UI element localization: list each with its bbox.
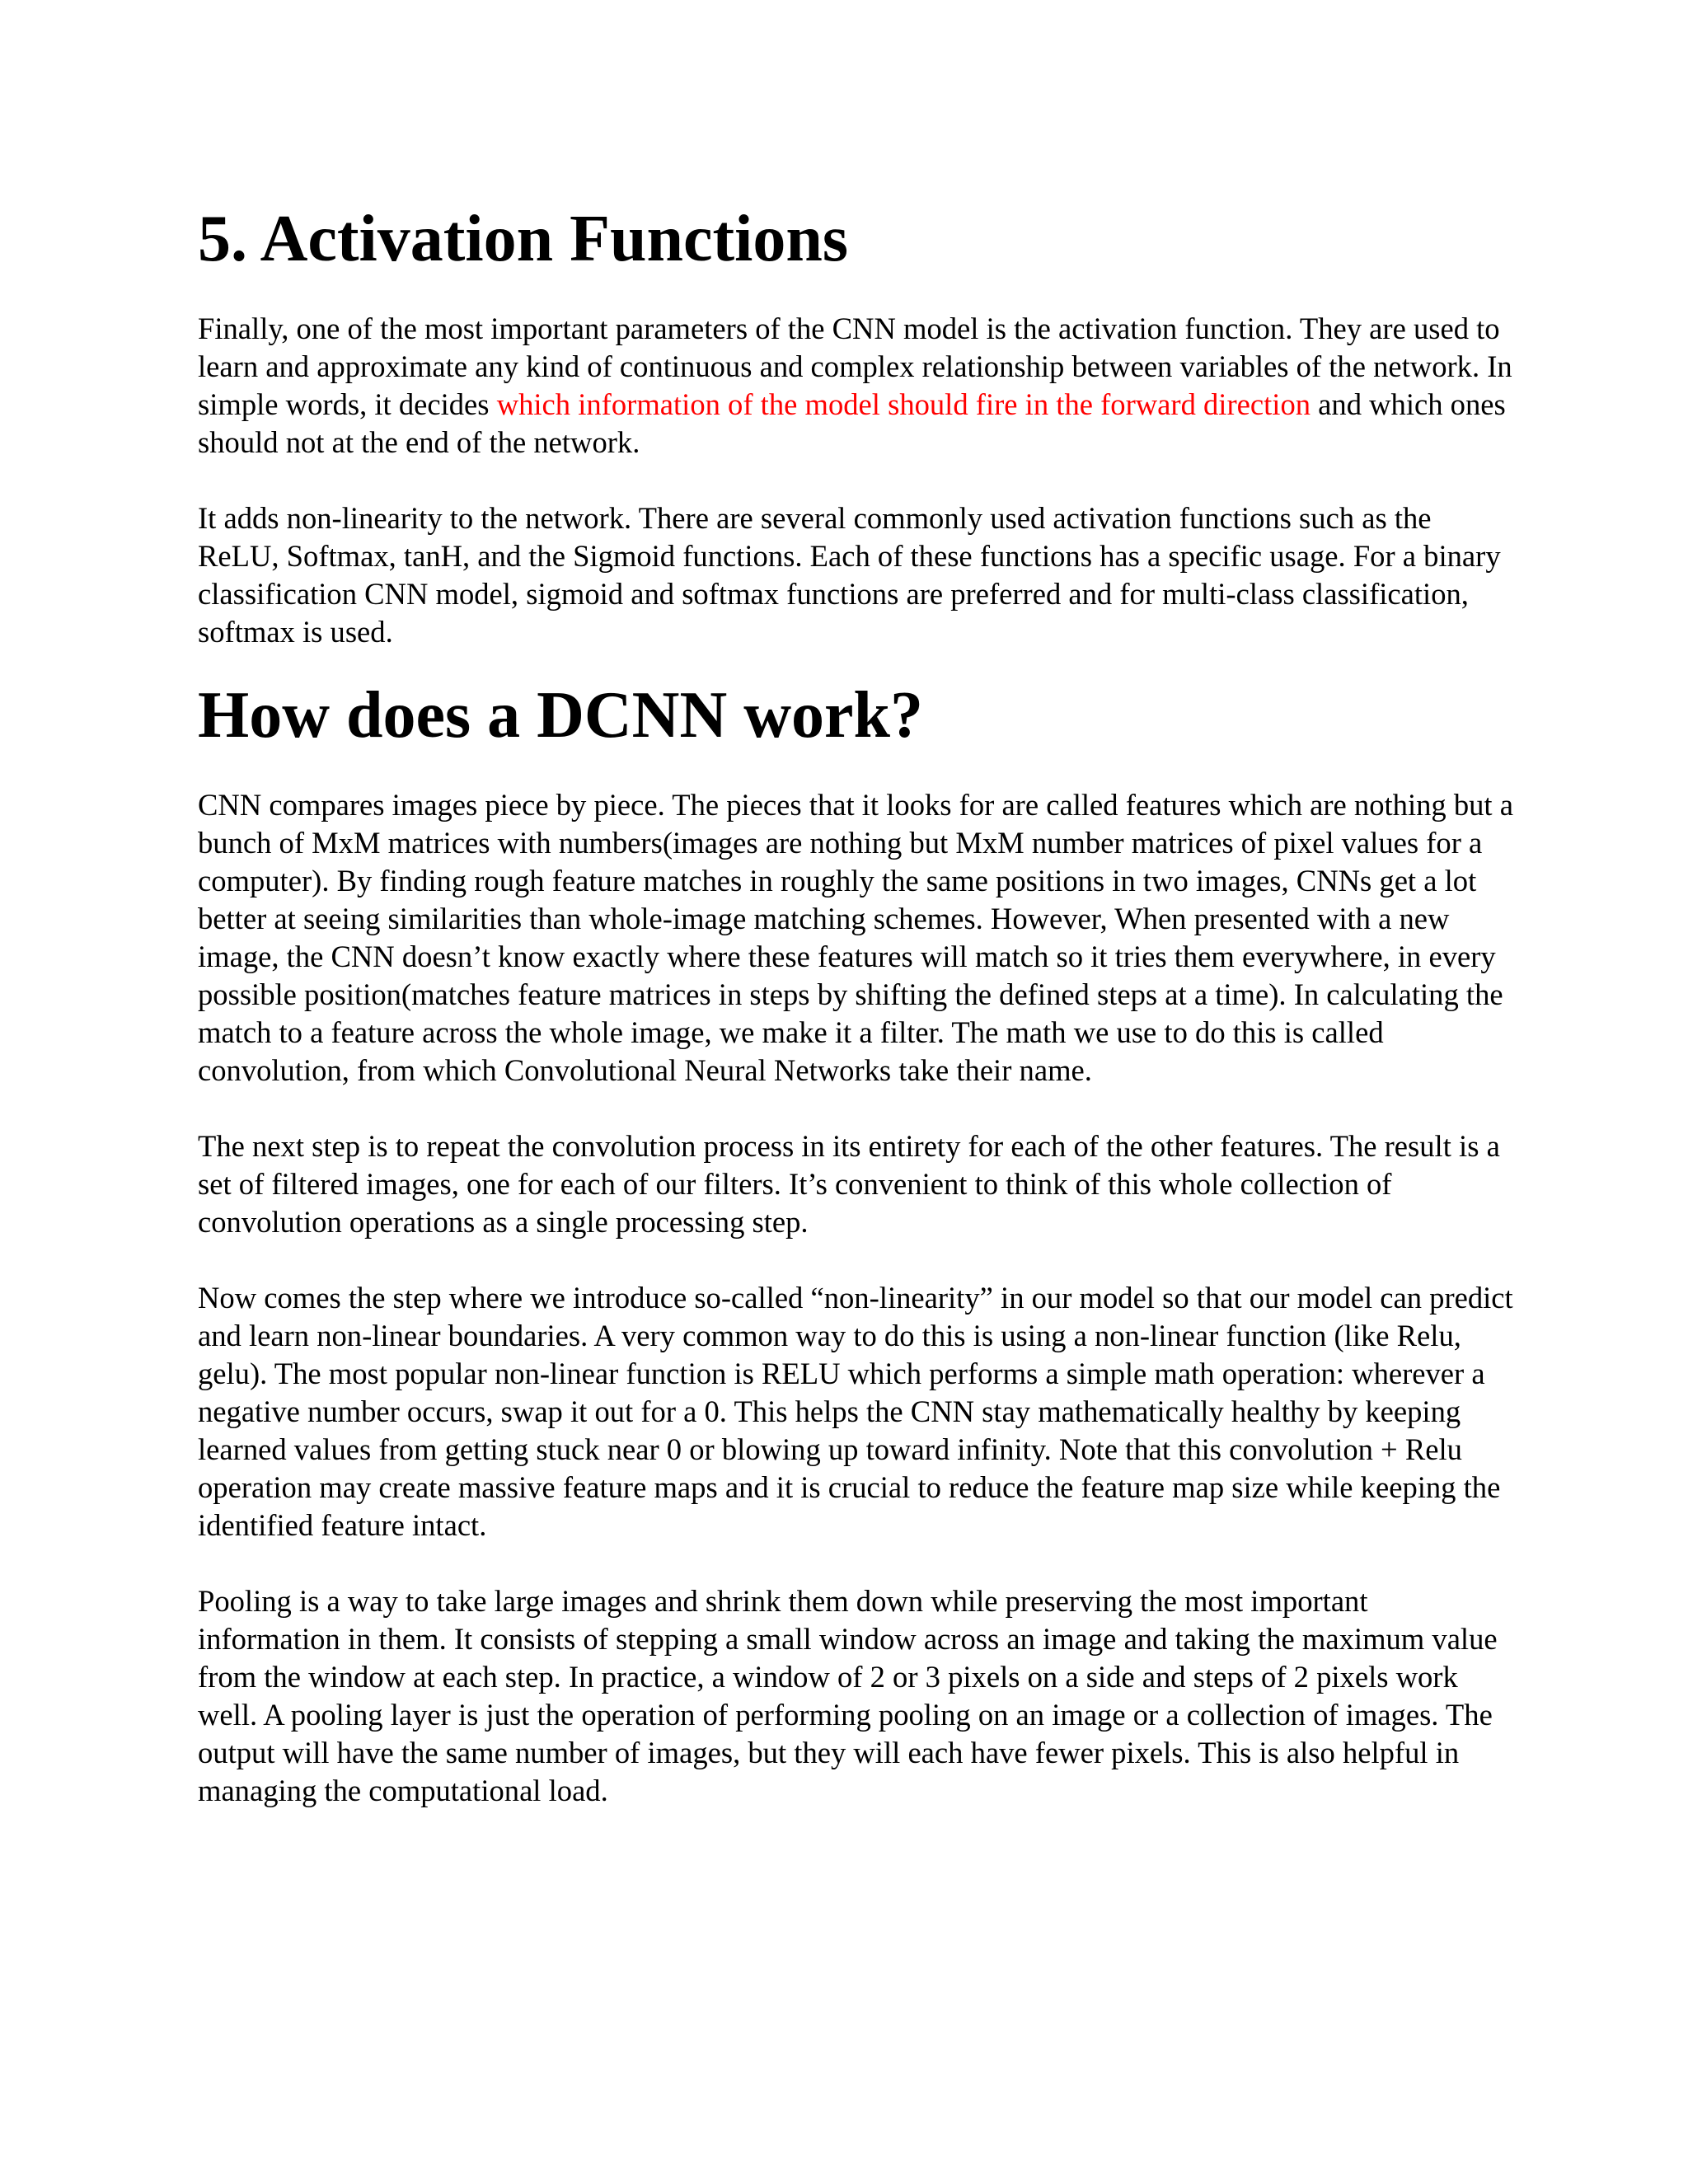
paragraph-activation-intro <box>198 310 1517 462</box>
highlighted-text: which information of the model should fire in the forward direction <box>496 387 1311 421</box>
paragraph-dcnn-nonlinearity: Now comes the step where we introduce so-called “non-linearity” in our model so that our model can predict and learn non-linear boundaries. A very common way to do this is using a non-linear function (like Relu, gelu). The most popular non-linear function is RELU which performs a simple math operation: wherever a negative number occurs, swap it out for a 0. This helps the CNN stay mathematically healthy by keeping learned values from getting stuck near 0 or blowing up toward infinity. Note that this convolution + Relu operation may create massive feature maps and it is crucial to reduce the feature map size while keeping the identified feature intact. <box>198 1281 1513 1542</box>
paragraph-text: and which ones should not at the end of the network. <box>198 387 1506 459</box>
paragraph-dcnn-pooling: Pooling is a way to take large images and shrink them down while preserving the most important information in them. It consists of stepping a small window across an image and taking the maximum value from the window at each step. In practice, a window of 2 or 3 pixels on a side and steps of 2 pixels work well. A pooling layer is just the operation of performing pooling on an image or a collection of images. The output will have the same number of images, but they will each have fewer pixels. This is also helpful in managing the computational load. <box>198 1584 1498 1807</box>
document-page <box>198 198 1517 1810</box>
section-heading-activation-functions: 5. Activation Functions <box>198 203 848 275</box>
section-heading-dcnn: How does a DCNN work? <box>198 679 923 752</box>
paragraph-text: Finally, one of the most important parameters of the CNN model is the activation function. They are used to learn and approximate any kind of continuous and complex relationship between variables of the network. In simple words, it decides <box>198 312 1512 421</box>
paragraph-dcnn-features: CNN compares images piece by piece. The pieces that it looks for are called features which are nothing but a bunch of MxM matrices with numbers(images are nothing but MxM number matrices of pixel values for a computer). By finding rough feature matches in roughly the same positions in two images, CNNs get a lot better at seeing similarities than whole-image matching schemes. However, When presented with a new image, the CNN doesn’t know exactly where these features will match so it tries them everywhere, in every possible position(matches feature matrices in steps by shifting the defined steps at a time). In calculating the match to a feature across the whole image, we make it a filter. The math we use to do this is called convolution, from which Convolutional Neural Networks take their name. <box>198 788 1513 1087</box>
paragraph-dcnn-filters: The next step is to repeat the convolution process in its entirety for each of the other features. The result is a set of filtered images, one for each of our filters. It’s convenient to think of this whole collection of convolution operations as a single processing step. <box>198 1129 1500 1239</box>
paragraph-activation-types: It adds non-linearity to the network. There are several commonly used activation functions such as the ReLU, Softmax, tanH, and the Sigmoid functions. Each of these functions has a specific usage. For a binary classification CNN model, sigmoid and softmax functions are preferred and for multi-class classification, softmax is used. <box>198 501 1501 649</box>
